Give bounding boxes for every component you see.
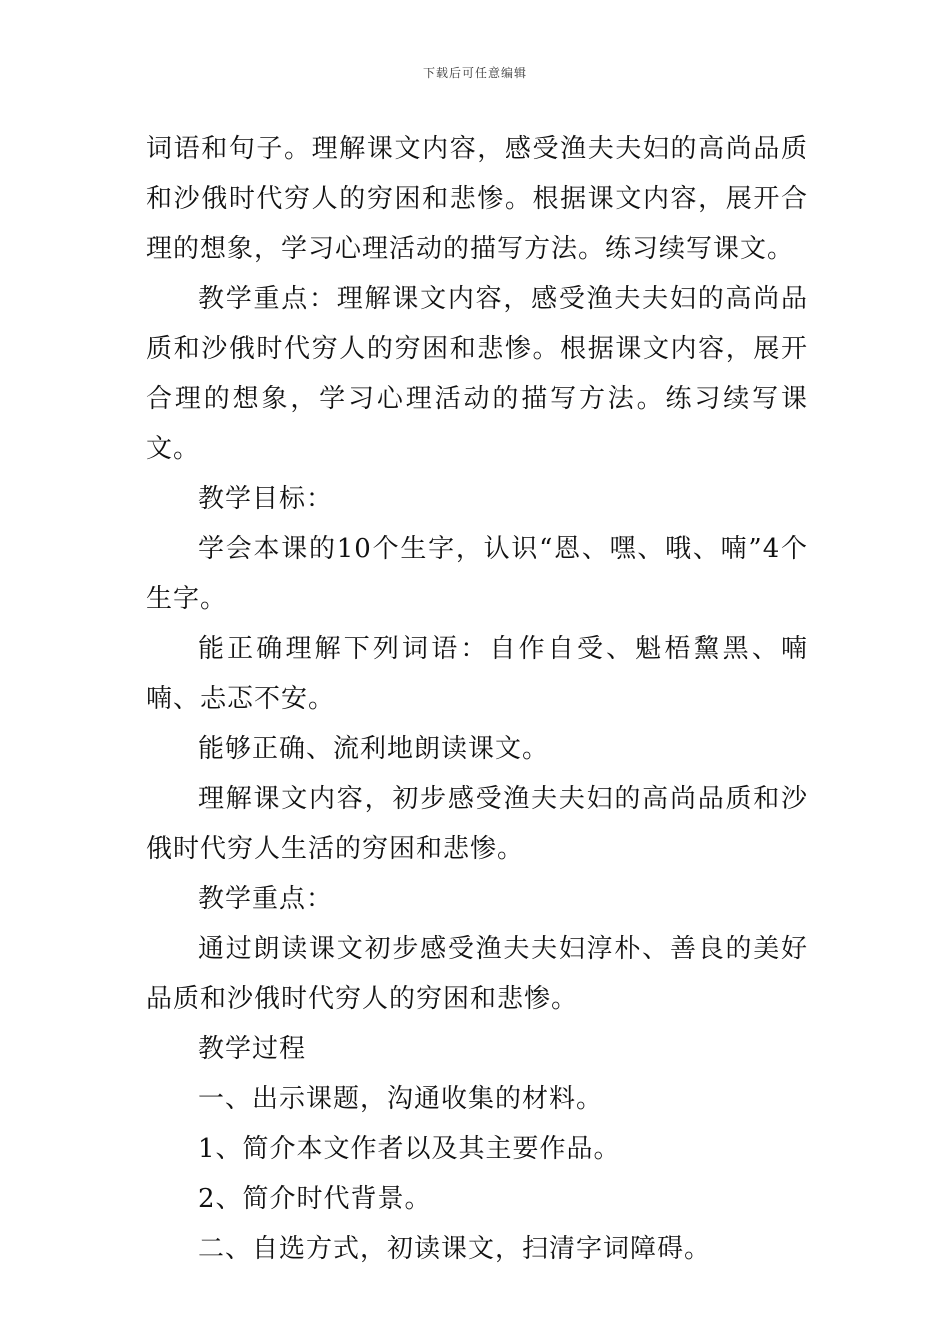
paragraph-process-heading: 教学过程 — [198, 1034, 307, 1064]
paragraph-key-point-reading: 通过朗读课文初步感受渔夫夫妇淳朴、善良的美好品质和沙俄时代穷人的穷困和悲惨。 — [146, 934, 808, 1014]
paragraph-step-one-item-2: 2、简介时代背景。 — [198, 1184, 432, 1214]
paragraph-step-two: 二、自选方式，初读课文，扫清字词障碍。 — [198, 1234, 712, 1264]
header-note: 下载后可任意编辑 — [422, 66, 527, 80]
paragraph-key-points-1: 教学重点：理解课文内容，感受渔夫夫妇的高尚品质和沙俄时代穷人的穷困和悲惨。根据课文内容，展开合理的想象，学习心理活动的描写方法。练习续写课文。 — [146, 284, 808, 464]
paragraph-step-one: 一、出示课题，沟通收集的材料。 — [198, 1084, 604, 1114]
paragraph-objectives-continued: 词语和句子。理解课文内容，感受渔夫夫妇的高尚品质和沙俄时代穷人的穷困和悲惨。根据课文内容，展开合理的想象，学习心理活动的描写方法。练习续写课文。 — [146, 134, 808, 264]
paragraph-objective-vocabulary: 能正确理解下列词语：自作自受、魁梧黧黑、喃喃、忐忑不安。 — [146, 634, 808, 714]
paragraph-key-points-heading: 教学重点： — [198, 884, 334, 914]
paragraph-objective-characters: 学会本课的10个生字，认识“恩、嘿、哦、喃”4个生字。 — [146, 534, 808, 614]
paragraph-objective-understanding: 理解课文内容，初步感受渔夫夫妇的高尚品质和沙俄时代穷人生活的穷困和悲惨。 — [146, 784, 808, 864]
paragraph-objectives-heading: 教学目标： — [198, 484, 334, 514]
document-body — [146, 124, 808, 1274]
paragraph-objective-reading: 能够正确、流利地朗读课文。 — [198, 734, 550, 764]
paragraph-step-one-item-1: 1、简介本文作者以及其主要作品。 — [198, 1134, 621, 1164]
